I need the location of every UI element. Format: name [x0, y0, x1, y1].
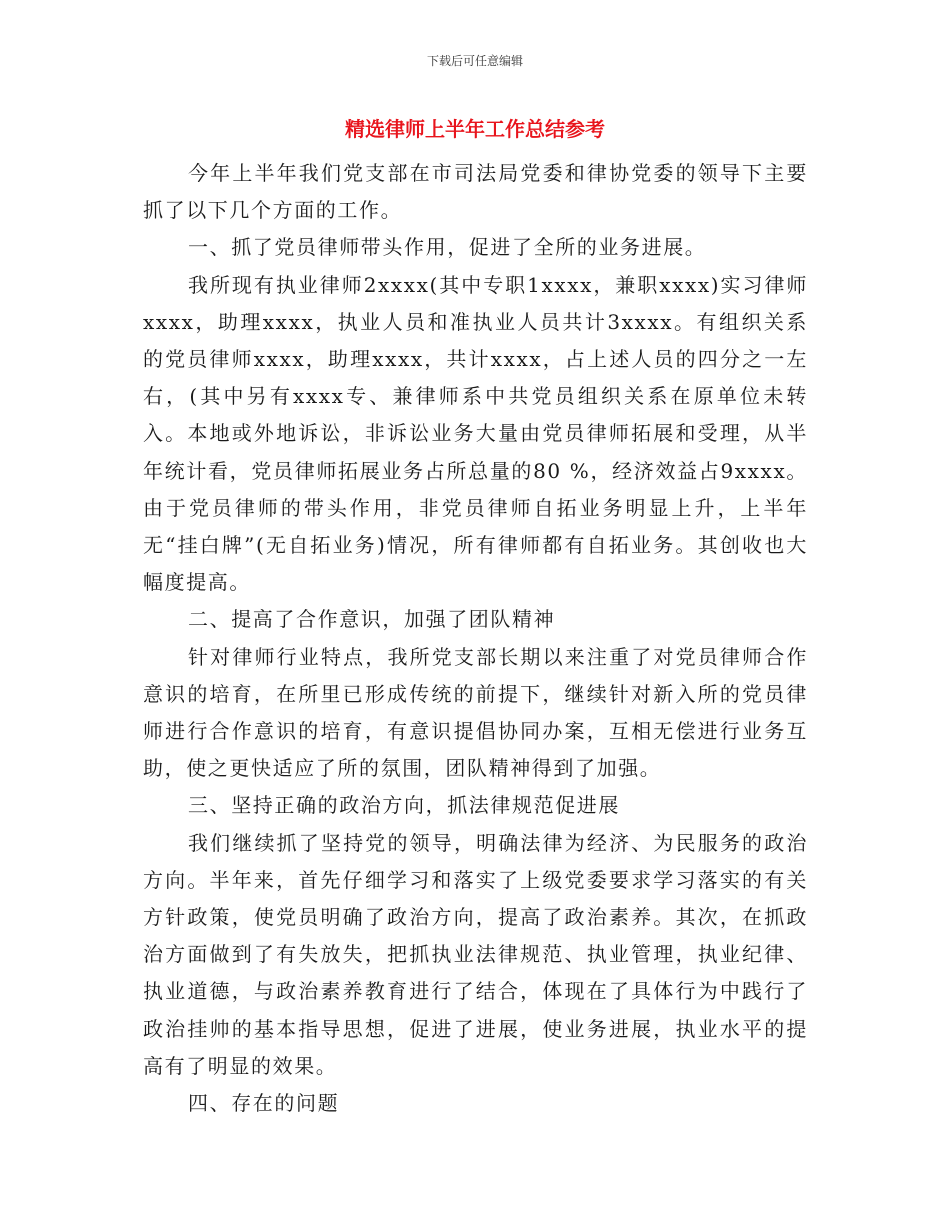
paragraph-intro: 今年上半年我们党支部在市司法局党委和律协党委的领导下主要抓了以下几个方面的工作。 — [143, 161, 808, 223]
paragraph-section-3: 我们继续抓了坚持党的领导，明确法律为经济、为民服务的政治方向。半年来，首先仔细学习和落实了上级党委要求学习落实的有关方针政策，使党员明确了政治方向，提高了政治素养。其次，在抓政治方面做到了有失放失，把抓执业法律规范、执业管理，执业纪律、执业道德，与政治素养教育进行了结合，体现在了具体行为中践行了政治挂帅的基本指导思想，促进了进展，使业务进展，执业水平的提高有了明显的效果。 — [143, 830, 808, 1078]
paragraph-section-2: 针对律师行业特点，我所党支部长期以来注重了对党员律师合作意识的培育，在所里已形成传统的前提下，继续针对新入所的党员律师进行合作意识的培育，有意识提倡协同办案，互相无偿进行业务互助，使之更快适应了所的氛围，团队精神得到了加强。 — [143, 644, 808, 781]
paragraph-section-1: 我所现有执业律师2xxxx(其中专职1xxxx，兼职xxxx)实习律师xxxx，助理xxxx，执业人员和准执业人员共计3xxxx。有组织关系的党员律师xxxx，助理xxxx，共计xxxx，占上述人员的四分之一左右，(其中另有xxxx专、兼律师系中共党员组织关系在原单位未转入。本地或外地诉讼，非诉讼业务大量由党员律师拓展和受理，从半年统计看，党员律师拓展业务占所总量的80 %，经济效益占9xxxx。由于党员律师的带头作用，非党员律师自拓业务明显上升，上半年无“挂白牌”(无自拓业务)情况，所有律师都有自拓业务。其创收也大幅度提高。 — [143, 272, 808, 595]
header-note: 下载后可任意编辑 — [426, 54, 523, 68]
document-title: 精选律师上半年工作总结参考 — [345, 117, 605, 141]
section-heading-2: 二、提高了合作意识，加强了团队精神 — [188, 607, 556, 632]
section-heading-4: 四、存在的问题 — [188, 1091, 340, 1116]
document-body — [143, 155, 808, 1122]
section-heading-3: 三、坚持正确的政治方向，抓法律规范促进展 — [188, 793, 620, 818]
section-heading-1: 一、抓了党员律师带头作用，促进了全所的业务进展。 — [188, 235, 707, 260]
